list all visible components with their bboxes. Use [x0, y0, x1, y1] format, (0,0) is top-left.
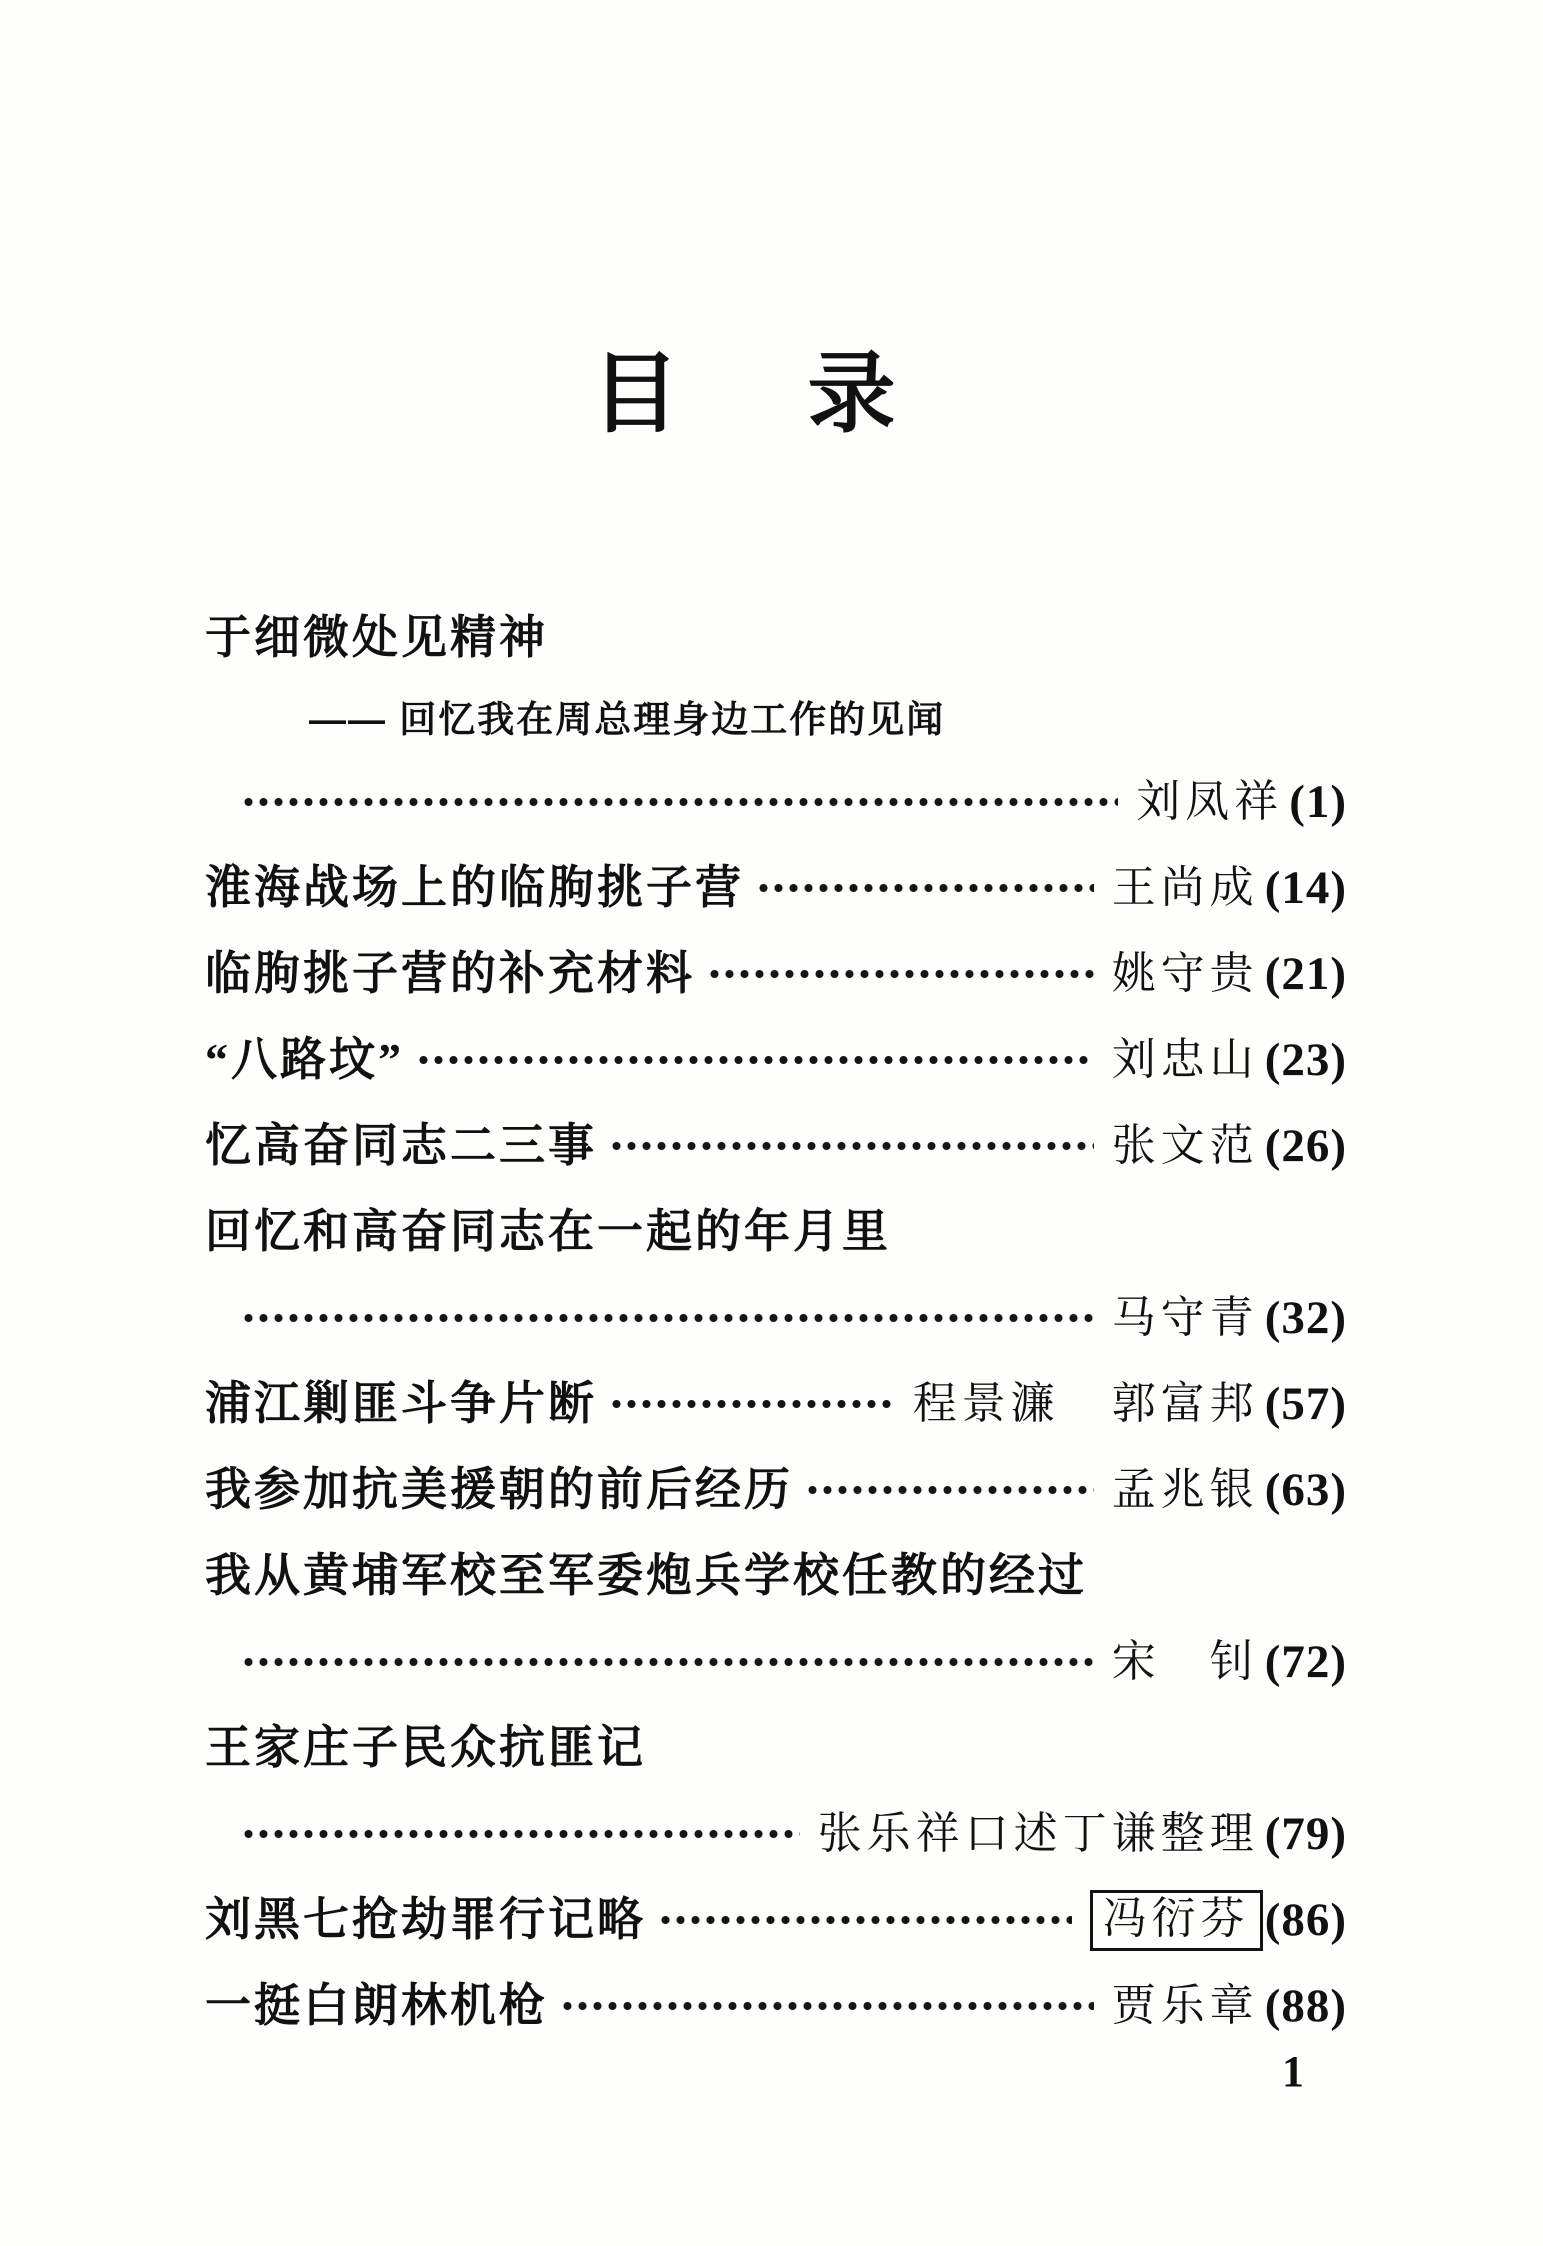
author-name: 程景濂: [912, 1379, 1060, 1428]
page-number: (86): [1264, 1894, 1347, 1946]
toc-entry-row: [205, 1378, 1347, 1430]
toc-entry-row: [205, 1034, 1347, 1086]
author-name: 张乐祥口述丁谦整理: [817, 1809, 1259, 1858]
toc-entry-row: [205, 948, 1347, 1000]
author-name: 宋 钊: [1111, 1637, 1259, 1686]
dot-leader: [241, 1295, 1094, 1341]
entry-title: 刘黑七抢劫罪行记略: [205, 1894, 646, 1945]
toc-title-row: [205, 1550, 1347, 1602]
author-name: 王尚成: [1111, 863, 1259, 912]
toc-entry-row: [205, 1980, 1347, 2032]
toc-entry-row: [205, 1464, 1347, 1516]
toc-entry-row: [205, 862, 1347, 914]
page-number: (63): [1264, 1464, 1347, 1516]
dot-leader: [756, 865, 1094, 911]
page-number: (72): [1264, 1636, 1347, 1688]
entry-title: 淮海战场上的临朐挑子营: [205, 862, 744, 913]
page-number: (14): [1264, 862, 1347, 914]
folio-page-number: 1: [1282, 2047, 1304, 2096]
page-number: (57): [1264, 1378, 1347, 1430]
title-char-mu: 目: [591, 347, 680, 444]
dot-leader: [609, 1123, 1094, 1169]
toc-leader-row: [205, 1636, 1347, 1688]
entry-subtitle: —— 回忆我在周总理身边工作的见闻: [309, 699, 946, 740]
entry-title: 回忆和高奋同志在一起的年月里: [205, 1206, 891, 1257]
dot-leader: [241, 1639, 1094, 1685]
page-number: (21): [1264, 948, 1347, 1000]
table-of-contents: [205, 612, 1347, 2066]
page-number: (79): [1264, 1808, 1347, 1860]
entry-title: 临朐挑子营的补充材料: [205, 948, 695, 999]
page-number: (26): [1264, 1120, 1347, 1172]
author-name: 张文范: [1111, 1121, 1259, 1170]
dot-leader: [416, 1037, 1094, 1083]
author-name-boxed: 冯衍芬: [1090, 1890, 1263, 1951]
entry-title: 浦江剿匪斗争片断: [205, 1378, 597, 1429]
toc-title-row: [205, 612, 1347, 664]
toc-title-row: [205, 1722, 1347, 1774]
title-char-lu: 录: [807, 347, 896, 444]
author-name: 贾乐章: [1111, 1981, 1259, 2030]
author-name: 马守青: [1111, 1293, 1259, 1342]
author-name: 孟兆银: [1111, 1465, 1259, 1514]
toc-entry-row: [205, 1894, 1347, 1946]
entry-title: “八路坟”: [205, 1034, 404, 1085]
page-number: (1): [1289, 776, 1347, 828]
dot-leader: [609, 1381, 895, 1427]
dot-leader: [560, 1983, 1094, 2029]
dot-leader: [707, 951, 1094, 997]
entry-title: 一挺白朗林机枪: [205, 1980, 548, 2031]
author-name: 郭富邦: [1111, 1379, 1259, 1428]
dot-leader: [658, 1897, 1072, 1943]
page-number: (32): [1264, 1292, 1347, 1344]
toc-title-row: [205, 1206, 1347, 1258]
page-number: (88): [1264, 1980, 1347, 2032]
toc-entry-row: [205, 1120, 1347, 1172]
entry-title: 我参加抗美援朝的前后经历: [205, 1464, 793, 1515]
dot-leader: [241, 1811, 800, 1857]
dot-leader: [805, 1467, 1094, 1513]
author-name: 姚守贵: [1111, 949, 1259, 998]
entry-title: 我从黄埔军校至军委炮兵学校任教的经过: [205, 1550, 1087, 1601]
entry-title: 王家庄子民众抗匪记: [205, 1722, 646, 1773]
page-title: [0, 347, 1515, 444]
entry-title: 于细微处见精神: [205, 612, 548, 663]
toc-leader-row: [205, 1292, 1347, 1344]
dot-leader: [241, 779, 1118, 825]
toc-leader-row: [205, 776, 1347, 828]
entry-title: 忆高奋同志二三事: [205, 1120, 597, 1171]
toc-subtitle-row: [205, 698, 1347, 742]
author-name: 刘凤祥: [1136, 777, 1284, 826]
toc-leader-row: [205, 1808, 1347, 1860]
page-number: (23): [1264, 1034, 1347, 1086]
author-name: 刘忠山: [1111, 1035, 1259, 1084]
